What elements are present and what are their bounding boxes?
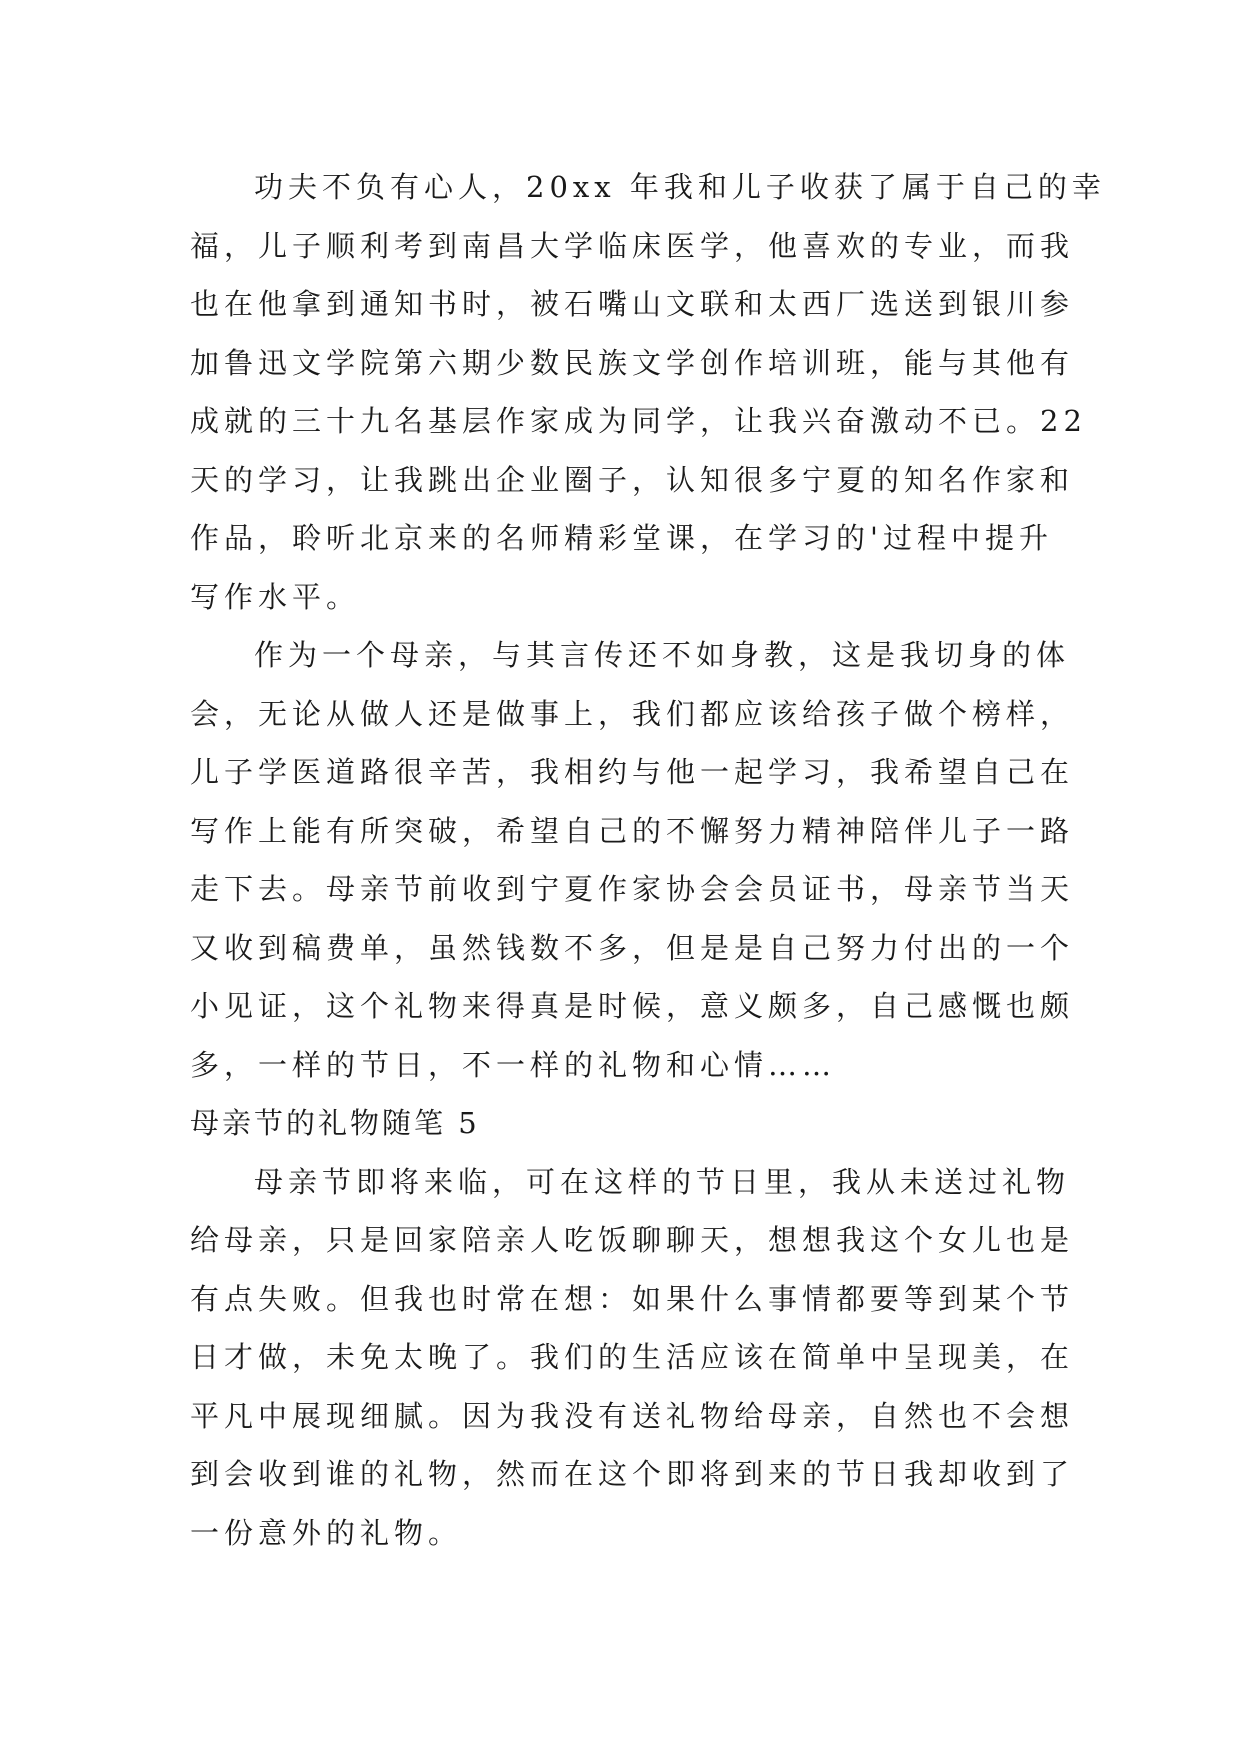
paragraph-line: 平凡中展现细腻。因为我没有送礼物给母亲，自然也不会想 [190,1398,1075,1433]
paragraph-line: 到会收到谁的礼物，然而在这个即将到来的节日我却收到了 [190,1457,1075,1491]
paragraph-2 [190,626,1075,1094]
paragraph-line: 有点失败。但我也时常在想：如果什么事情都要等到某个节 [190,1281,1075,1316]
section-heading: 母亲节的礼物随笔 5 [190,1106,480,1140]
paragraph-line: 作品，聆听北京来的名师精彩堂课，在学习的'过程中提升 [190,521,1053,555]
paragraph-line: 走下去。母亲节前收到宁夏作家协会会员证书，母亲节当天 [190,872,1075,906]
paragraph-line: 又收到稿费单，虽然钱数不多，但是是自己努力付出的一个 [190,930,1075,965]
paragraph-line: 成就的三十九名基层作家成为同学，让我兴奋激动不已。22 [190,404,1087,438]
paragraph-line: 母亲节即将来临，可在这样的节日里，我从未送过礼物 [254,1164,1071,1199]
paragraph-line: 小见证，这个礼物来得真是时候，意义颇多，自己感慨也颇 [190,989,1075,1023]
paragraph-line: 会，无论从做人还是做事上，我们都应该给孩子做个榜样， [190,696,1075,731]
document-body [190,158,1106,1562]
paragraph-line: 加鲁迅文学院第六期少数民族文学创作培训班，能与其他有 [190,345,1075,380]
paragraph-line: 日才做，未免太晚了。我们的生活应该在简单中呈现美，在 [190,1340,1075,1374]
paragraph-line: 也在他拿到通知书时，被石嘴山文联和太西厂选送到银川参 [190,287,1075,321]
paragraph-1 [190,158,1106,626]
paragraph-line: 功夫不负有心人，20xx 年我和儿子收获了属于自己的幸 [254,170,1106,204]
paragraph-line: 一份意外的礼物。 [190,1515,463,1550]
paragraph-line: 多，一样的节日，不一样的礼物和心情…… [190,1047,837,1082]
paragraph-line: 写作水平。 [190,579,361,614]
paragraph-line: 天的学习，让我跳出企业圈子，认知很多宁夏的知名作家和 [190,462,1075,497]
paragraph-line: 写作上能有所突破，希望自己的不懈努力精神陪伴儿子一路 [190,813,1075,848]
paragraph-line: 福，儿子顺利考到南昌大学临床医学，他喜欢的专业，而我 [190,228,1075,263]
paragraph-line: 作为一个母亲，与其言传还不如身教，这是我切身的体 [254,638,1071,672]
paragraph-line: 给母亲，只是回家陪亲人吃饭聊聊天，想想我这个女儿也是 [190,1223,1075,1257]
paragraph-line: 儿子学医道路很辛苦，我相约与他一起学习，我希望自己在 [190,755,1075,789]
paragraph-3 [190,1153,1075,1563]
